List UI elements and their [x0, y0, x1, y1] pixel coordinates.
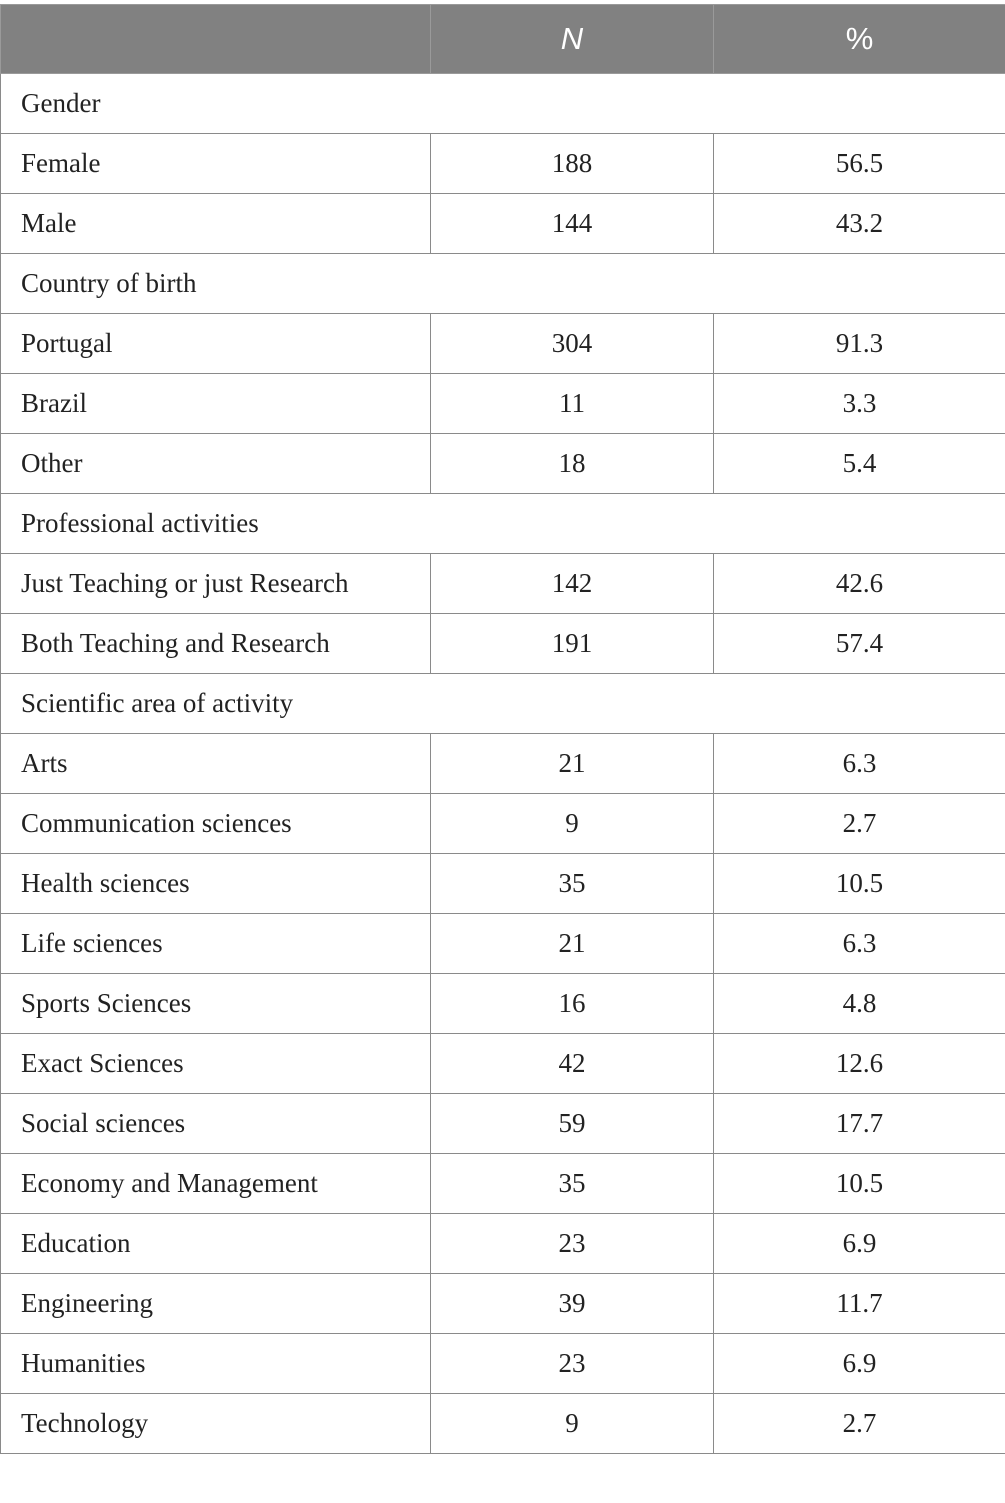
header-n: N [431, 5, 714, 74]
section-label: Scientific area of activity [1, 674, 1005, 734]
row-n-value: 18 [431, 434, 714, 494]
row-percent-value: 6.9 [714, 1334, 1005, 1394]
table-row [1, 1094, 1005, 1154]
table-row [1, 1274, 1005, 1334]
table-row [1, 434, 1005, 494]
table-row [1, 1394, 1005, 1454]
row-label: Life sciences [1, 914, 431, 974]
row-label: Health sciences [1, 854, 431, 914]
header-empty-cell [1, 5, 431, 74]
row-n-value: 35 [431, 854, 714, 914]
row-percent-value: 2.7 [714, 1394, 1005, 1454]
section-row [1, 74, 1005, 134]
row-percent-value: 10.5 [714, 854, 1005, 914]
row-n-value: 21 [431, 734, 714, 794]
row-n-value: 23 [431, 1334, 714, 1394]
row-label: Social sciences [1, 1094, 431, 1154]
row-percent-value: 42.6 [714, 554, 1005, 614]
table-row [1, 1334, 1005, 1394]
section-row [1, 494, 1005, 554]
row-percent-value: 10.5 [714, 1154, 1005, 1214]
row-percent-value: 2.7 [714, 794, 1005, 854]
row-label: Arts [1, 734, 431, 794]
row-n-value: 42 [431, 1034, 714, 1094]
row-label: Male [1, 194, 431, 254]
table-row [1, 374, 1005, 434]
row-label: Female [1, 134, 431, 194]
section-label: Gender [1, 74, 1005, 134]
row-percent-value: 5.4 [714, 434, 1005, 494]
demographics-table [0, 4, 1005, 1454]
table-row [1, 854, 1005, 914]
row-label: Communication sciences [1, 794, 431, 854]
row-percent-value: 91.3 [714, 314, 1005, 374]
table-row [1, 974, 1005, 1034]
table-row [1, 1034, 1005, 1094]
row-label: Humanities [1, 1334, 431, 1394]
table-body [1, 74, 1005, 1454]
row-n-value: 9 [431, 794, 714, 854]
table-header [1, 5, 1005, 74]
row-label: Portugal [1, 314, 431, 374]
row-label: Brazil [1, 374, 431, 434]
table-row [1, 734, 1005, 794]
header-percent: % [714, 5, 1005, 74]
section-row [1, 674, 1005, 734]
row-n-value: 11 [431, 374, 714, 434]
row-n-value: 59 [431, 1094, 714, 1154]
row-percent-value: 11.7 [714, 1274, 1005, 1334]
table-row [1, 1214, 1005, 1274]
section-row [1, 254, 1005, 314]
row-percent-value: 12.6 [714, 1034, 1005, 1094]
table-row [1, 554, 1005, 614]
table-row [1, 914, 1005, 974]
row-n-value: 188 [431, 134, 714, 194]
row-n-value: 16 [431, 974, 714, 1034]
section-label: Professional activities [1, 494, 1005, 554]
row-percent-value: 6.3 [714, 914, 1005, 974]
table-row [1, 314, 1005, 374]
table-row [1, 614, 1005, 674]
row-label: Exact Sciences [1, 1034, 431, 1094]
row-n-value: 304 [431, 314, 714, 374]
table-row [1, 134, 1005, 194]
table-row [1, 194, 1005, 254]
row-label: Technology [1, 1394, 431, 1454]
row-label: Other [1, 434, 431, 494]
row-label: Sports Sciences [1, 974, 431, 1034]
table-row [1, 1154, 1005, 1214]
row-n-value: 144 [431, 194, 714, 254]
header-row [1, 5, 1005, 74]
section-label: Country of birth [1, 254, 1005, 314]
row-percent-value: 4.8 [714, 974, 1005, 1034]
row-n-value: 21 [431, 914, 714, 974]
row-label: Engineering [1, 1274, 431, 1334]
row-n-value: 191 [431, 614, 714, 674]
row-n-value: 9 [431, 1394, 714, 1454]
table-row [1, 794, 1005, 854]
row-percent-value: 57.4 [714, 614, 1005, 674]
row-n-value: 142 [431, 554, 714, 614]
row-n-value: 35 [431, 1154, 714, 1214]
row-label: Both Teaching and Research [1, 614, 431, 674]
row-percent-value: 56.5 [714, 134, 1005, 194]
row-label: Economy and Management [1, 1154, 431, 1214]
row-label: Just Teaching or just Research [1, 554, 431, 614]
row-percent-value: 17.7 [714, 1094, 1005, 1154]
row-percent-value: 6.3 [714, 734, 1005, 794]
row-n-value: 39 [431, 1274, 714, 1334]
row-label: Education [1, 1214, 431, 1274]
row-percent-value: 6.9 [714, 1214, 1005, 1274]
row-percent-value: 3.3 [714, 374, 1005, 434]
row-percent-value: 43.2 [714, 194, 1005, 254]
row-n-value: 23 [431, 1214, 714, 1274]
